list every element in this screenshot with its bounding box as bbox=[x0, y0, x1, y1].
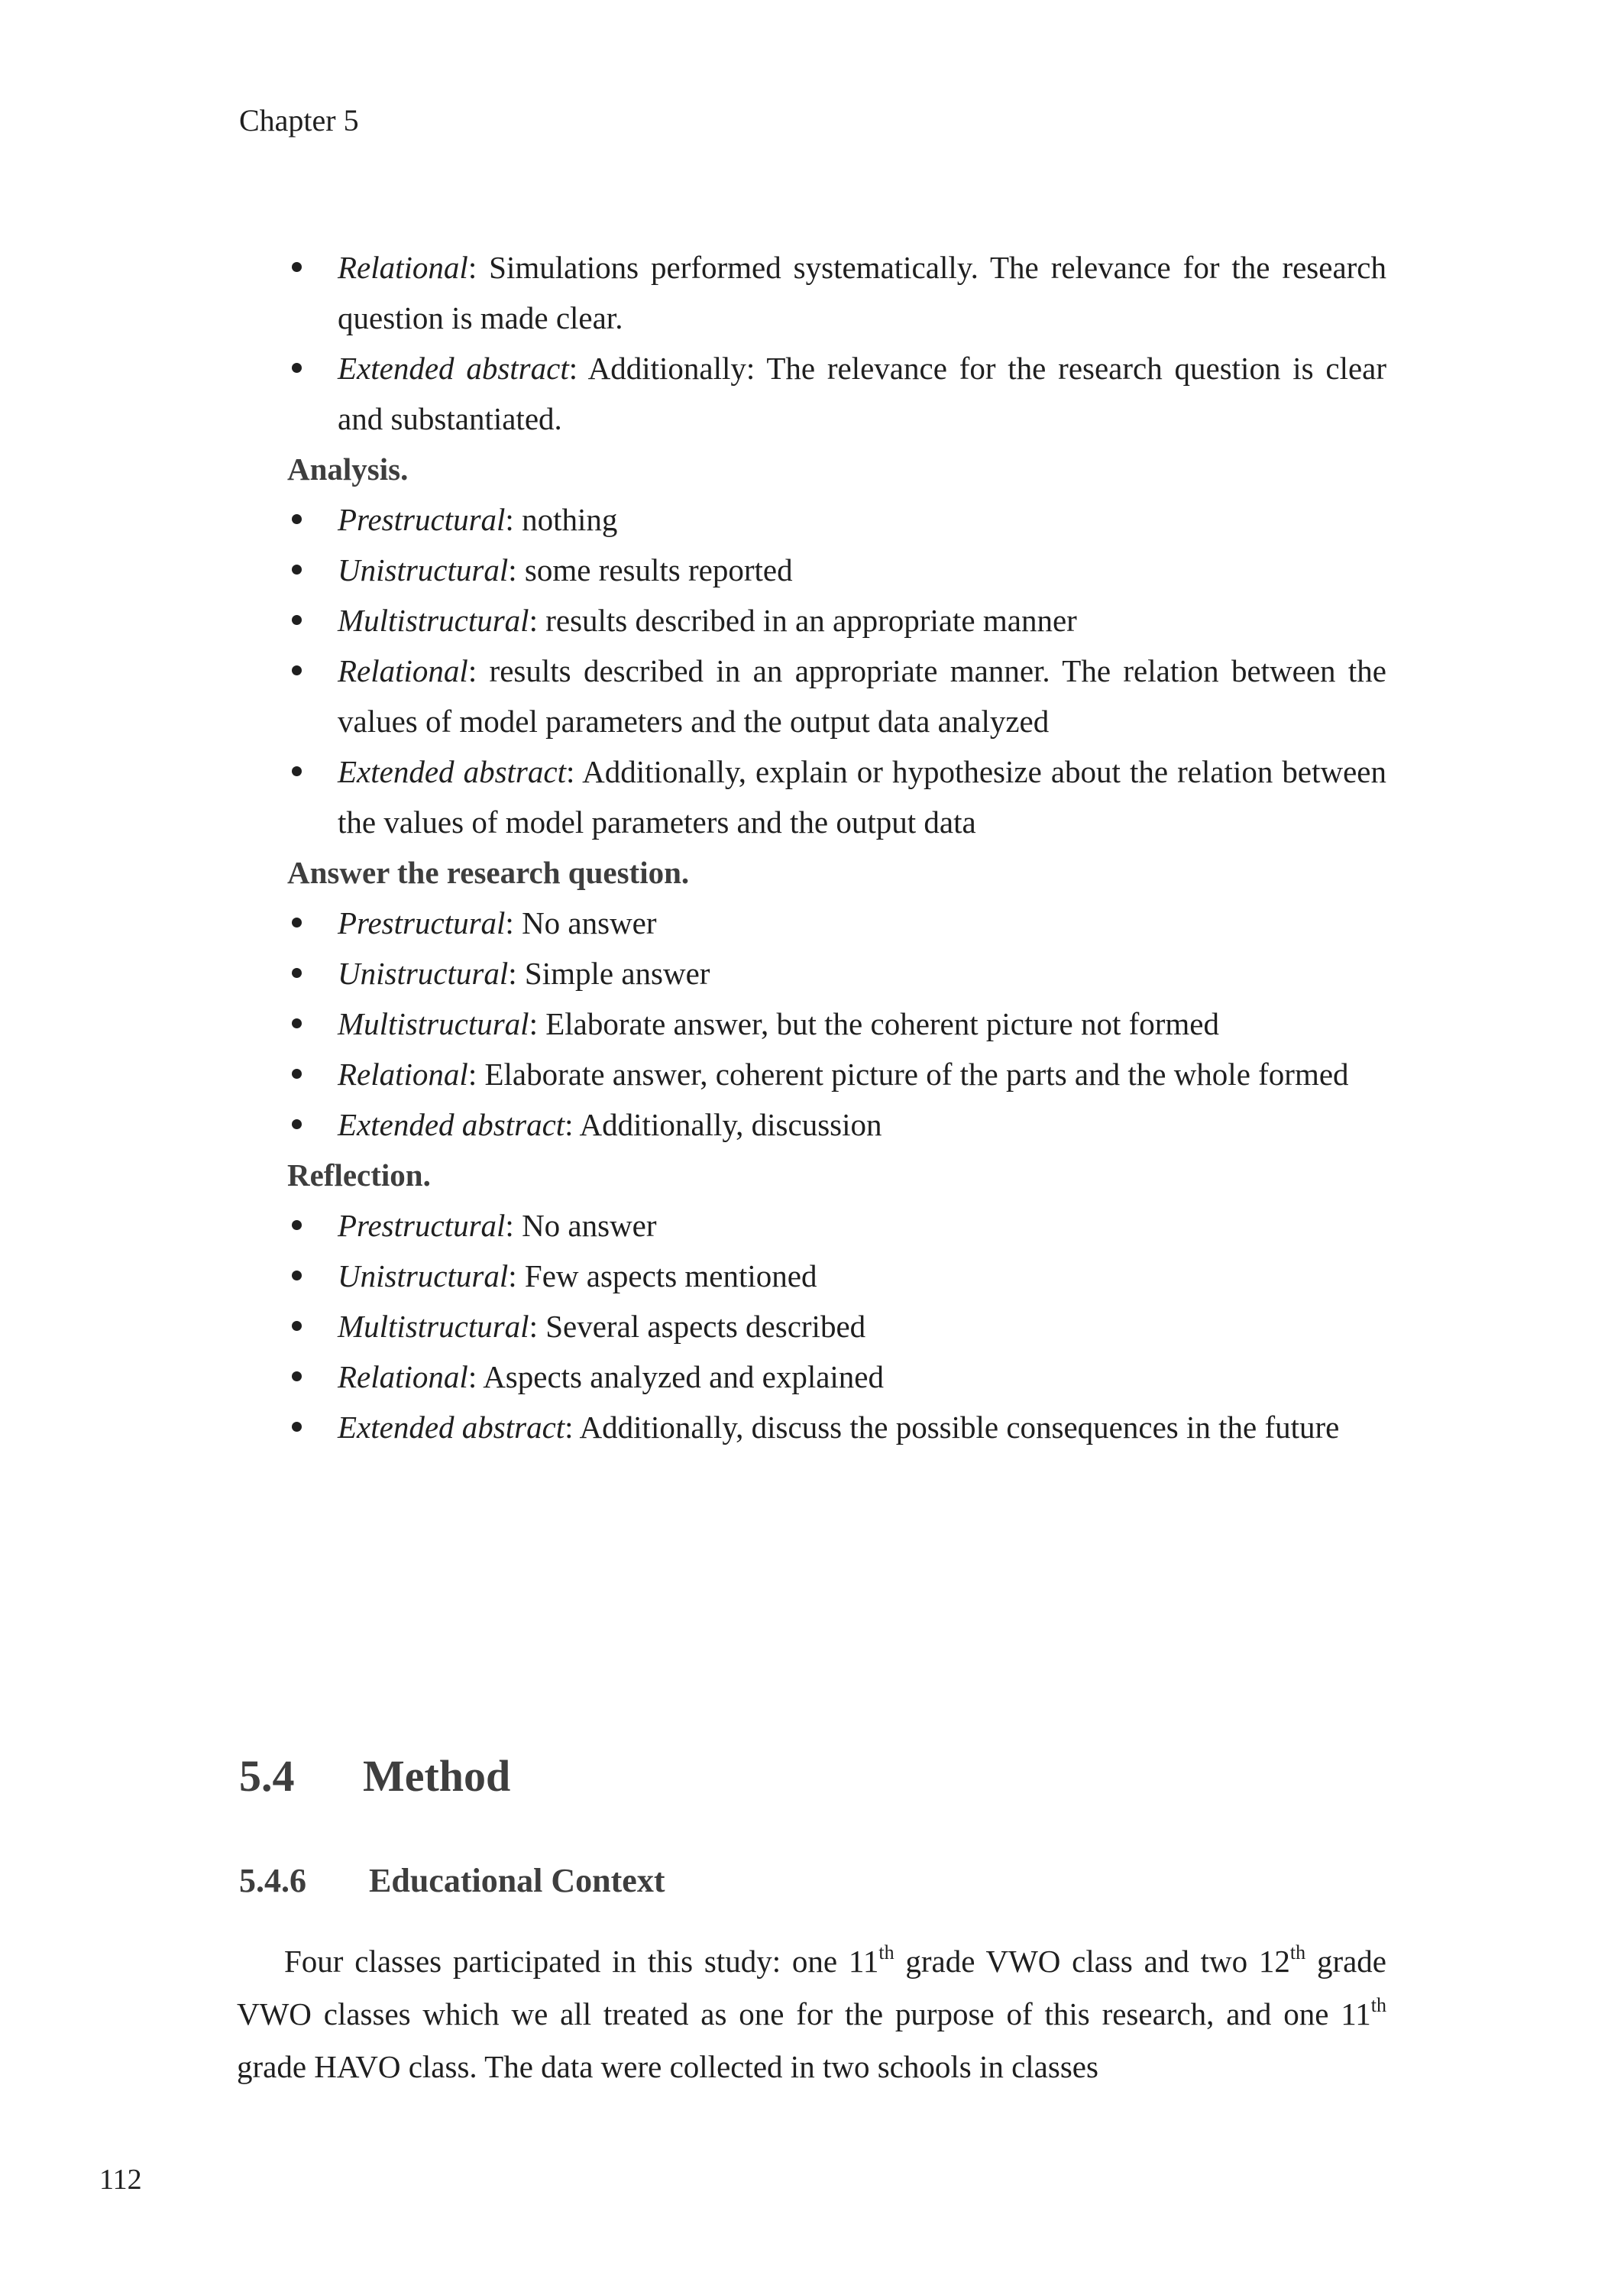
solo-level-label: Relational bbox=[338, 1057, 468, 1092]
solo-level-description: : Additionally, explain or hypothesize about the relation between the values of model parameters and the output data bbox=[338, 754, 1386, 840]
bullet-icon bbox=[292, 665, 302, 675]
paragraph-text-segment: grade VWO classes which we all treated as one for the purpose of this research, and one 11 bbox=[237, 1944, 1386, 2031]
rubric-heading: Reflection. bbox=[287, 1157, 431, 1193]
solo-level-label: Unistructural bbox=[338, 552, 509, 588]
solo-list-item bbox=[287, 1251, 1386, 1301]
ordinal-superscript: th bbox=[878, 1941, 894, 1963]
solo-level-description: : Additionally: The relevance for the research question is clear and substantiated. bbox=[338, 351, 1387, 436]
solo-level-label: Extended abstract bbox=[338, 754, 566, 789]
paragraph-text-segment: Four classes participated in this study: one 11 bbox=[284, 1944, 879, 1979]
solo-level-label: Relational bbox=[338, 1359, 468, 1394]
solo-list-item bbox=[287, 494, 1386, 545]
solo-list-item bbox=[287, 999, 1386, 1049]
bullet-icon bbox=[292, 565, 302, 575]
solo-list-item bbox=[287, 646, 1386, 746]
solo-level-description: : Elaborate answer, coherent picture of the parts and the whole formed bbox=[467, 1057, 1349, 1092]
solo-level-label: Extended abstract bbox=[338, 1107, 565, 1142]
solo-list-item bbox=[287, 1099, 1386, 1150]
solo-level-label: Prestructural bbox=[338, 1208, 506, 1243]
solo-list-item bbox=[287, 1402, 1386, 1452]
page-number: 112 bbox=[99, 2164, 142, 2196]
solo-level-label: Multistructural bbox=[338, 603, 529, 638]
solo-list-item bbox=[287, 948, 1386, 999]
solo-level-description: : Several aspects described bbox=[529, 1309, 866, 1344]
solo-level-description: : Simulations performed systematically. The relevance for the research question is made clear. bbox=[338, 250, 1386, 335]
solo-level-label: Prestructural bbox=[338, 502, 506, 537]
solo-level-description: : some results reported bbox=[508, 552, 793, 588]
bullet-icon bbox=[292, 1271, 302, 1280]
solo-level-description: : results described in an appropriate manner. The relation between the values of model parameters and the output data analyzed bbox=[338, 653, 1386, 739]
solo-level-description: : nothing bbox=[505, 502, 618, 537]
bullet-icon bbox=[292, 514, 302, 524]
bullet-icon bbox=[292, 1018, 302, 1028]
bullet-icon bbox=[292, 1321, 302, 1331]
solo-level-description: : Additionally, discuss the possible consequences in the future bbox=[565, 1410, 1340, 1445]
rubric-heading: Answer the research question. bbox=[287, 855, 690, 890]
solo-level-description: : Additionally, discussion bbox=[565, 1107, 882, 1142]
solo-level-label: Multistructural bbox=[338, 1006, 529, 1041]
solo-level-description: : results described in an appropriate manner bbox=[529, 603, 1077, 638]
solo-level-description: : Few aspects mentioned bbox=[508, 1258, 817, 1293]
solo-list-item bbox=[287, 746, 1386, 847]
solo-list-item bbox=[287, 343, 1386, 444]
section-title: Method bbox=[363, 1751, 511, 1801]
bullet-icon bbox=[292, 1422, 302, 1432]
bullet-icon bbox=[292, 968, 302, 978]
subsection-title: Educational Context bbox=[369, 1862, 665, 1899]
solo-level-label: Extended abstract bbox=[338, 1410, 565, 1445]
educational-context-paragraph bbox=[237, 1935, 1386, 2093]
ordinal-superscript: th bbox=[1370, 1994, 1386, 2016]
solo-level-description: : Simple answer bbox=[508, 956, 710, 991]
bullet-icon bbox=[292, 262, 302, 272]
solo-level-description: : No answer bbox=[505, 1208, 657, 1243]
solo-level-label: Prestructural bbox=[338, 905, 506, 940]
solo-rubric bbox=[287, 242, 1386, 1452]
solo-level-label: Extended abstract bbox=[338, 351, 569, 386]
ordinal-superscript: th bbox=[1289, 1941, 1306, 1963]
paragraph-text-segment: grade VWO class and two 12 bbox=[894, 1944, 1290, 1979]
solo-list-item bbox=[287, 1352, 1386, 1402]
bullet-icon bbox=[292, 918, 302, 927]
solo-list-item bbox=[287, 595, 1386, 646]
paragraph-text-segment: grade HAVO class. The data were collected in two schools in classes bbox=[237, 2049, 1098, 2084]
solo-level-description: : No answer bbox=[505, 905, 657, 940]
subsection-number: 5.4.6 bbox=[239, 1862, 306, 1899]
solo-level-description: : Aspects analyzed and explained bbox=[467, 1359, 885, 1394]
bullet-icon bbox=[292, 766, 302, 776]
bullet-icon bbox=[292, 1119, 302, 1129]
bullet-icon bbox=[292, 1371, 302, 1381]
solo-level-description: : Elaborate answer, but the coherent picture not formed bbox=[529, 1006, 1219, 1041]
rubric-heading: Analysis. bbox=[287, 452, 409, 487]
section-heading-method bbox=[239, 1750, 510, 1803]
solo-level-label: Multistructural bbox=[338, 1309, 529, 1344]
section-number: 5.4 bbox=[239, 1751, 295, 1801]
solo-list-item bbox=[287, 1049, 1386, 1099]
bullet-icon bbox=[292, 363, 302, 373]
running-header: Chapter 5 bbox=[239, 103, 359, 138]
solo-list-item bbox=[287, 1301, 1386, 1352]
solo-level-label: Unistructural bbox=[338, 956, 509, 991]
solo-list-item bbox=[287, 1200, 1386, 1251]
solo-level-label: Unistructural bbox=[338, 1258, 509, 1293]
solo-list-item bbox=[287, 242, 1386, 343]
solo-list-item bbox=[287, 545, 1386, 595]
solo-level-label: Relational bbox=[338, 250, 468, 285]
bullet-icon bbox=[292, 615, 302, 625]
bullet-icon bbox=[292, 1069, 302, 1079]
solo-list-item bbox=[287, 898, 1386, 948]
solo-level-label: Relational bbox=[338, 653, 468, 688]
subsection-heading-educational-context bbox=[239, 1861, 665, 1902]
bullet-icon bbox=[292, 1220, 302, 1230]
